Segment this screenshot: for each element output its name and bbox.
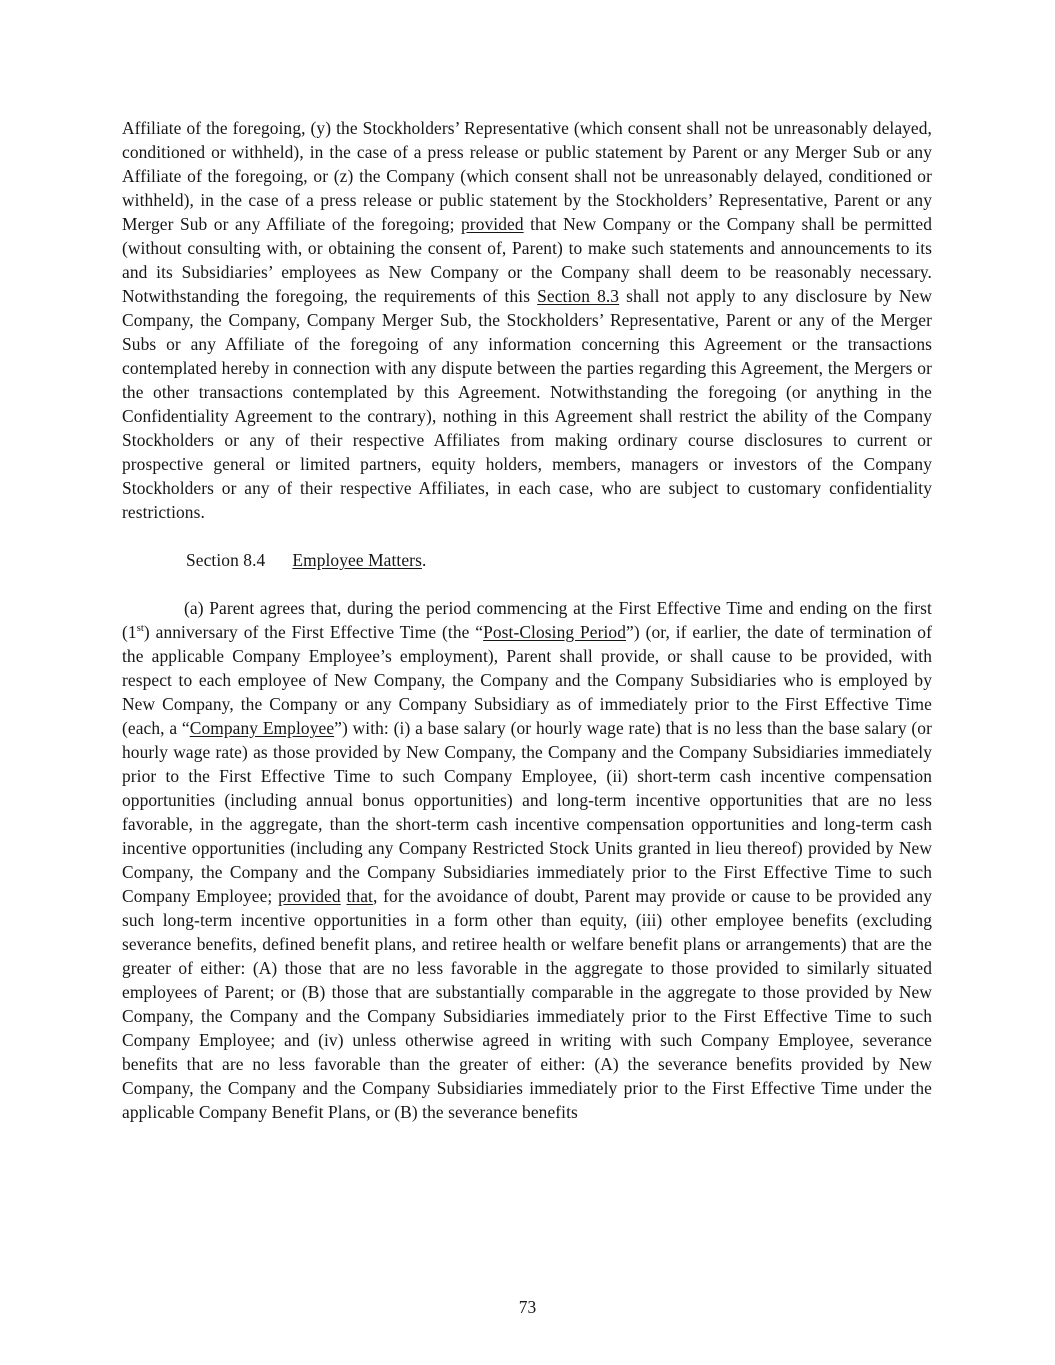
paragraph-8-4-a: [122, 596, 932, 1124]
document-body: [122, 116, 932, 1148]
text-run: ”) (or, if earlier, the date of termination of the applicable Company Employee’s employment), Parent shall provide, or shall cause to be provided, with respect to each employee of New Company, the Company and the Company Subsidiaries who is employed by New Company, the Company or any Company Subsidiary as of immediately prior to the First Effective Time (each, a “: [122, 622, 932, 738]
text-run: ) anniversary of the First Effective Time (the “: [143, 622, 484, 642]
underlined-text: that: [346, 886, 373, 906]
text-run: .: [421, 550, 427, 570]
text-run: , for the avoidance of doubt, Parent may provide or cause to be provided any such long-term incentive opportunities in a form other than equity, (iii) other employee benefits (excluding severance benefits, defined benefit plans, and retiree health or welfare benefit plans or arrangements) that are the greater of either: (A) those that are no less favorable in the aggregate to those provided to similarly situated employees of Parent; or (B) those that are substantially comparable in the aggregate to those provided by New Company, the Company and the Company Subsidiaries immediately prior to the First Effective Time to such Company Employee; and (iv) unless otherwise agreed in writing with such Company Employee, severance benefits that are no less favorable than the greater of either: (A) the severance benefits provided by New Company, the Company and the Company Subsidiaries immediately prior to the First Effective Time under the applicable Company Benefit Plans, or (B) the severance benefits: [122, 886, 932, 1122]
underlined-text: Section 8.3: [537, 286, 620, 306]
text-run: that New Company or the Company shall be permitted (without consulting with, or obtaining the consent of, Parent) to make such statements and announcements to its and its Subsidiaries’ employees as New Company or the Company shall deem to be reasonably necessary. Notwithstanding the foregoing, the requirements of this: [122, 214, 933, 306]
page-number: 73: [518, 1297, 537, 1317]
superscript-text: st: [136, 623, 144, 635]
text-run: ”) with: (i) a base salary (or hourly wage rate) that is no less than the base salary (or hourly wage rate) as those provided by New Company, the Company and the Company Subsidiaries immediately prior to the First Effective Time to such Company Employee, (ii) short-term cash incentive compensation opportunities (including annual bonus opportunities) and long-term incentive opportunities that are no less favorable, in the aggregate, than the short-term cash incentive compensation opportunities and long-term cash incentive opportunities (including any Company Restricted Stock Units granted in lieu thereof) provided by New Company, the Company and the Company Subsidiaries immediately prior to the First Effective Time to such Company Employee;: [122, 718, 932, 906]
section-heading-8-4: [122, 548, 932, 572]
underlined-text: Employee Matters: [292, 550, 422, 570]
underlined-text: provided: [461, 214, 524, 234]
paragraph-confidentiality-continuation: [122, 116, 932, 524]
underlined-text: provided: [278, 886, 341, 906]
text-run: Section 8.4: [186, 550, 266, 570]
text-run: Affiliate of the foregoing, (y) the Stockholders’ Representative (which consent shall not be unreasonably delayed, conditioned or withheld), in the case of a press release or public statement by Parent or any Merger Sub or any Affiliate of the foregoing, or (z) the Company (which consent shall not be unreasonably delayed, conditioned or withheld), in the case of a press release or public statement by the Stockholders’ Representative, Parent or any Merger Sub or any Affiliate of the foregoing;: [122, 118, 932, 234]
text-run: (a) Parent agrees that, during the period commencing at the First Effective Time and ending on the first (1: [122, 598, 932, 642]
underlined-text: Post-Closing Period: [483, 622, 627, 642]
text-run: shall not apply to any disclosure by New Company, the Company, Company Merger Sub, the Stockholders’ Representative, Parent or any of the Merger Subs or any Affiliate of the foregoing of any information concerning this Agreement or the transactions contemplated hereby in connection with any dispute between the parties regarding this Agreement, the Mergers or the other transactions contemplated by this Agreement. Notwithstanding the foregoing (or anything in the Confidentiality Agreement to the contrary), nothing in this Agreement shall restrict the ability of the Company Stockholders or any of their respective Affiliates from making ordinary course disclosures to current or prospective general or limited partners, equity holders, members, managers or investors of the Company Stockholders or any of their respective Affiliates, in each case, who are subject to customary confidentiality restrictions.: [122, 286, 933, 522]
underlined-text: Company Employee: [189, 718, 335, 738]
